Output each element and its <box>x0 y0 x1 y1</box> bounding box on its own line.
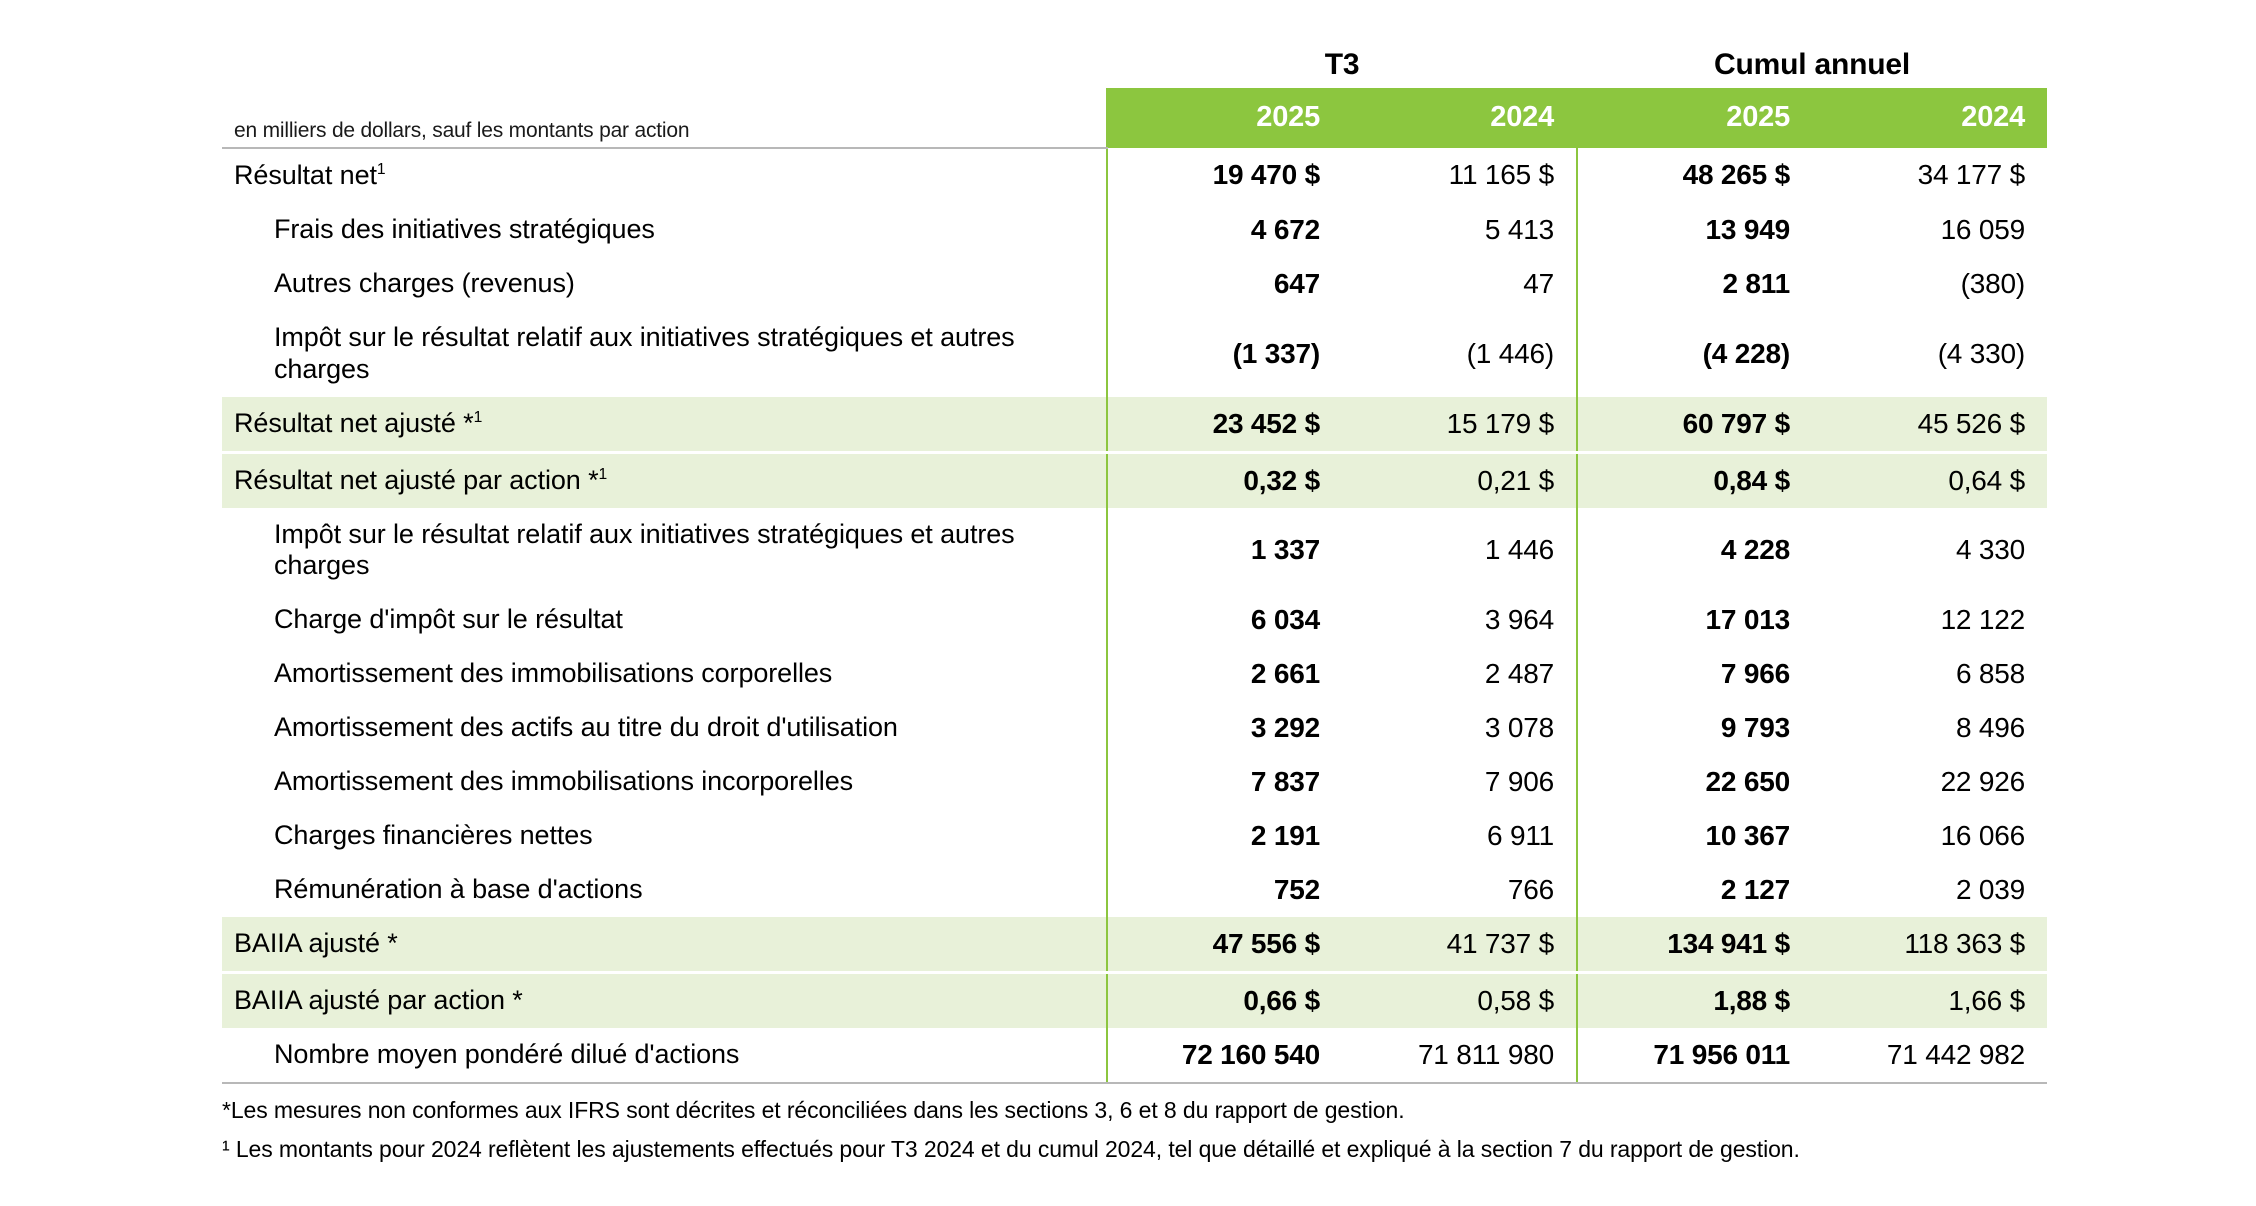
table-body <box>222 148 2047 1083</box>
table-row <box>222 701 2047 755</box>
row-label: Amortissement des immobilisations incorporelles <box>222 755 1107 809</box>
col-header-ytd-2025: 2025 <box>1577 88 1812 148</box>
row-value: 9 793 <box>1577 701 1812 755</box>
row-value: 0,64 $ <box>1812 452 2047 508</box>
row-value: 118 363 $ <box>1812 917 2047 973</box>
row-value: (1 446) <box>1342 311 1577 397</box>
col-header-t3-2024: 2024 <box>1342 88 1577 148</box>
row-label: Nombre moyen pondéré dilué d'actions <box>222 1028 1107 1083</box>
table-container <box>222 30 2047 1084</box>
row-value: 47 <box>1342 257 1577 311</box>
row-value: 71 811 980 <box>1342 1028 1577 1083</box>
table-row <box>222 917 2047 973</box>
footnote-marker: 1 <box>473 408 483 426</box>
row-value: 0,58 $ <box>1342 973 1577 1029</box>
row-value: 7 837 <box>1107 755 1342 809</box>
row-value: 0,84 $ <box>1577 452 1812 508</box>
row-value: 34 177 $ <box>1812 148 2047 203</box>
table-row <box>222 203 2047 257</box>
row-value: 2 661 <box>1107 647 1342 701</box>
table-row <box>222 452 2047 508</box>
row-value: 1,88 $ <box>1577 973 1812 1029</box>
col-header-t3-2025: 2025 <box>1107 88 1342 148</box>
row-label: Amortissement des immobilisations corporelles <box>222 647 1107 701</box>
group-header-row <box>222 30 2047 88</box>
row-label: Charge d'impôt sur le résultat <box>222 593 1107 647</box>
asterisk-marker: * <box>588 464 599 495</box>
row-value: 0,21 $ <box>1342 452 1577 508</box>
row-value: 4 672 <box>1107 203 1342 257</box>
row-value: 0,66 $ <box>1107 973 1342 1029</box>
row-value: 647 <box>1107 257 1342 311</box>
row-label: Amortissement des actifs au titre du droit d'utilisation <box>222 701 1107 755</box>
table-header <box>222 30 2047 148</box>
row-value: 17 013 <box>1577 593 1812 647</box>
footnotes <box>222 1096 2182 1175</box>
row-value: 6 858 <box>1812 647 2047 701</box>
row-value: 2 811 <box>1577 257 1812 311</box>
row-label: Résultat net ajusté *$^1$ <box>222 397 1107 453</box>
row-value: 766 <box>1342 863 1577 917</box>
row-label: Impôt sur le résultat relatif aux initiatives stratégiques et autres charges <box>222 311 1107 397</box>
row-label: Impôt sur le résultat relatif aux initiatives stratégiques et autres charges <box>222 508 1107 594</box>
row-label: Charges financières nettes <box>222 809 1107 863</box>
row-value: 4 228 <box>1577 508 1812 594</box>
row-value: 11 165 $ <box>1342 148 1577 203</box>
asterisk-marker: * <box>512 985 523 1016</box>
row-value: (380) <box>1812 257 2047 311</box>
col-header-ytd-2024: 2024 <box>1812 88 2047 148</box>
group-header-cumul-annuel: Cumul annuel <box>1577 30 2047 88</box>
row-value: 2 127 <box>1577 863 1812 917</box>
row-value: (1 337) <box>1107 311 1342 397</box>
row-value: 60 797 $ <box>1577 397 1812 453</box>
table-caption: en milliers de dollars, sauf les montants par action <box>222 88 1107 148</box>
row-value: 752 <box>1107 863 1342 917</box>
row-value: 0,32 $ <box>1107 452 1342 508</box>
row-value: 3 964 <box>1342 593 1577 647</box>
table-row <box>222 508 2047 594</box>
row-value: 12 122 <box>1812 593 2047 647</box>
row-value: (4 228) <box>1577 311 1812 397</box>
row-value: 2 487 <box>1342 647 1577 701</box>
footnote-marker: 1 <box>598 465 608 483</box>
row-value: 16 059 <box>1812 203 2047 257</box>
row-value: 6 911 <box>1342 809 1577 863</box>
row-value: 5 413 <box>1342 203 1577 257</box>
row-label: BAIIA ajusté par action * <box>222 973 1107 1029</box>
table-row <box>222 809 2047 863</box>
group-header-spacer <box>222 30 1107 88</box>
row-value: 1 446 <box>1342 508 1577 594</box>
row-value: 8 496 <box>1812 701 2047 755</box>
row-value: 48 265 $ <box>1577 148 1812 203</box>
row-label: Autres charges (revenus) <box>222 257 1107 311</box>
row-value: 19 470 $ <box>1107 148 1342 203</box>
asterisk-marker: * <box>387 928 398 959</box>
row-value: 1 337 <box>1107 508 1342 594</box>
row-value: 3 078 <box>1342 701 1577 755</box>
footnote-one: ¹ Les montants pour 2024 reflètent les ajustements effectués pour T3 2024 et du cumul 2024, tel que détaillé et expliqué à la section 7 du rapport de gestion. <box>222 1136 1800 1163</box>
row-value: 71 956 011 <box>1577 1028 1812 1083</box>
row-label: BAIIA ajusté * <box>222 917 1107 973</box>
table-row <box>222 863 2047 917</box>
row-value: 71 442 982 <box>1812 1028 2047 1083</box>
row-value: 41 737 $ <box>1342 917 1577 973</box>
row-value: 15 179 $ <box>1342 397 1577 453</box>
row-value: (4 330) <box>1812 311 2047 397</box>
table-row <box>222 257 2047 311</box>
footnote-marker: 1 <box>376 161 386 178</box>
table-row <box>222 397 2047 453</box>
row-value: 7 966 <box>1577 647 1812 701</box>
table-row <box>222 593 2047 647</box>
table-row <box>222 647 2047 701</box>
asterisk-marker: * <box>463 407 474 438</box>
row-value: 2 039 <box>1812 863 2047 917</box>
table-row <box>222 148 2047 203</box>
financial-table <box>222 30 2047 1084</box>
row-value: 10 367 <box>1577 809 1812 863</box>
row-label: Résultat net ajusté par action *$^1$ <box>222 452 1107 508</box>
row-value: 13 949 <box>1577 203 1812 257</box>
table-row <box>222 755 2047 809</box>
row-value: 6 034 <box>1107 593 1342 647</box>
table-row <box>222 311 2047 397</box>
row-value: 3 292 <box>1107 701 1342 755</box>
row-value: 7 906 <box>1342 755 1577 809</box>
row-value: 22 926 <box>1812 755 2047 809</box>
group-header-t3: T3 <box>1107 30 1577 88</box>
row-value: 45 526 $ <box>1812 397 2047 453</box>
row-value: 1,66 $ <box>1812 973 2047 1029</box>
row-value: 16 066 <box>1812 809 2047 863</box>
year-header-row <box>222 88 2047 148</box>
row-value: 47 556 $ <box>1107 917 1342 973</box>
row-value: 134 941 $ <box>1577 917 1812 973</box>
row-value: 22 650 <box>1577 755 1812 809</box>
table-row <box>222 973 2047 1029</box>
row-value: 23 452 $ <box>1107 397 1342 453</box>
row-value: 4 330 <box>1812 508 2047 594</box>
row-label: Résultat net$^1$ <box>222 148 1107 203</box>
row-value: 2 191 <box>1107 809 1342 863</box>
table-row <box>222 1028 2047 1083</box>
row-label: Rémunération à base d'actions <box>222 863 1107 917</box>
footnote-asterisk: *Les mesures non conformes aux IFRS sont décrites et réconciliées dans les sections 3, 6 et 8 du rapport de gestion. <box>222 1097 1405 1123</box>
row-value: 72 160 540 <box>1107 1028 1342 1083</box>
row-label: Frais des initiatives stratégiques <box>222 203 1107 257</box>
